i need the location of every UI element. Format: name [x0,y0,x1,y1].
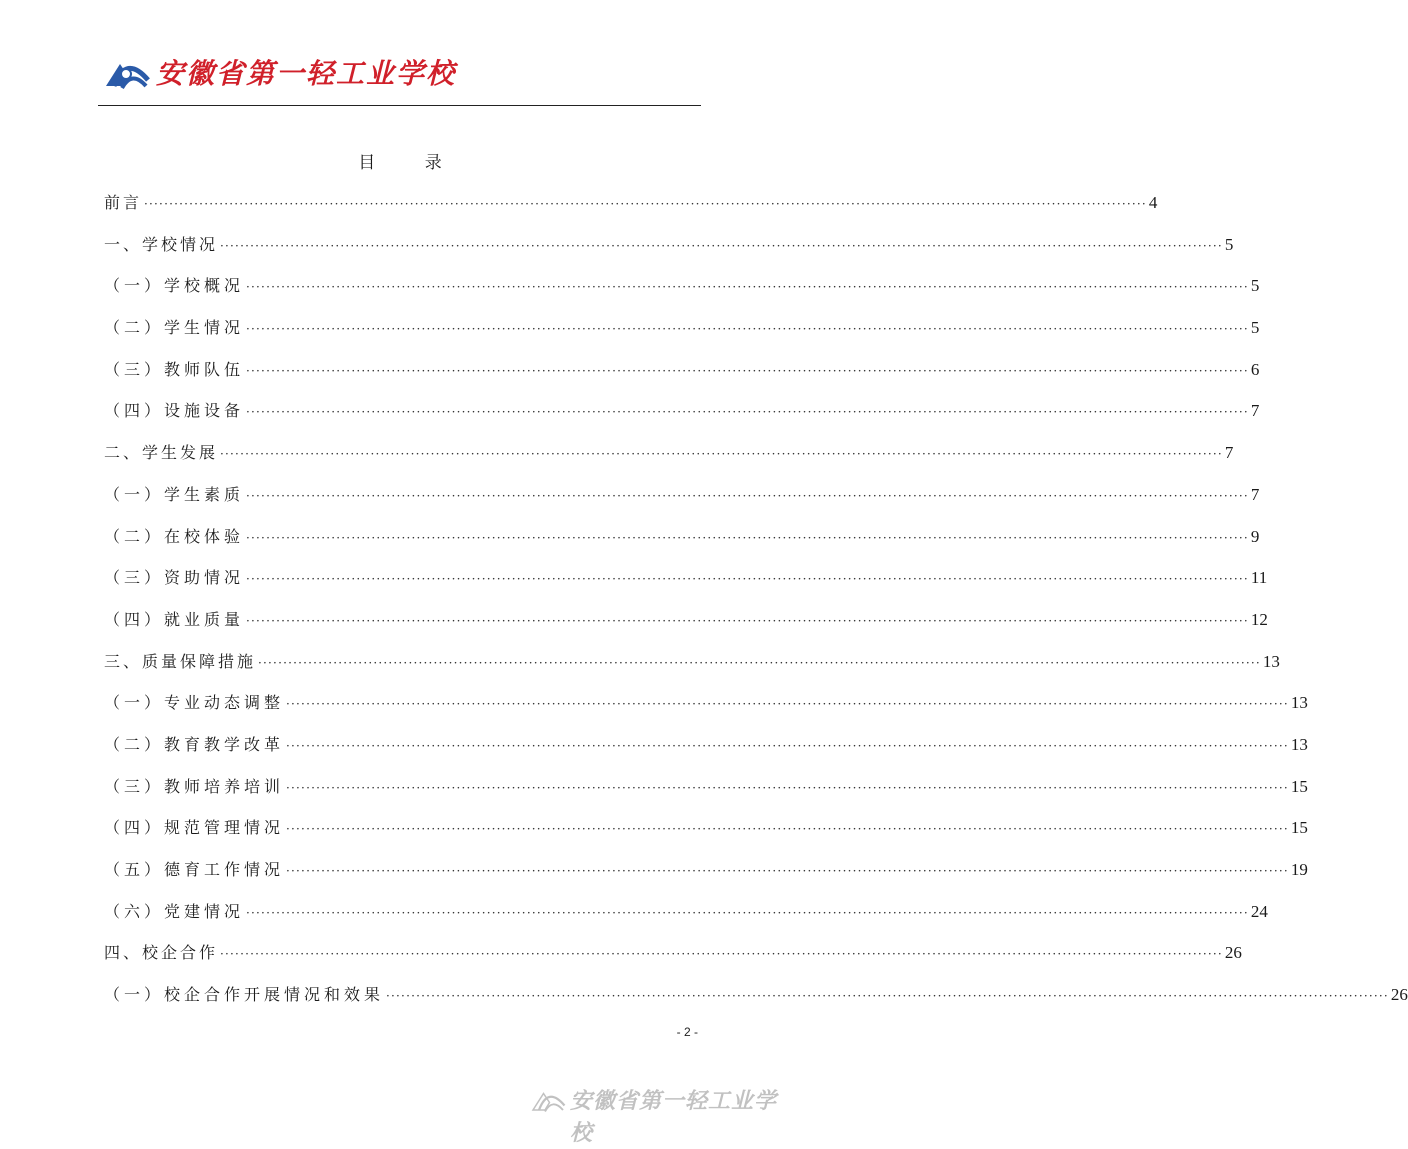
toc-entry-label: （五）德育工作情况 [104,860,285,879]
toc-entry[interactable] [104,849,1308,891]
watermark-logo-icon [530,1087,566,1115]
toc-entry[interactable] [104,432,1234,474]
toc-entry-page: 26 [1224,943,1242,963]
toc-entry[interactable] [104,557,1268,599]
toc-entry[interactable] [104,516,1260,558]
toc-entry-label: （一）学生素质 [104,484,245,504]
toc-entry[interactable] [104,641,1280,683]
toc-dot-leader: ········································································································································································································ [246,405,1249,420]
toc-entry[interactable] [104,182,1158,224]
toc-entry-label: （一）专业动态调整 [104,693,285,713]
toc-entry[interactable] [104,891,1268,933]
toc-dot-leader: ········································································································································································································ [286,738,1289,753]
toc-entry-label: （六）党建情况 [104,901,245,921]
toc-entry[interactable] [104,474,1260,516]
toc-entry-page: 15 [1290,776,1308,796]
toc-entry-label: 前言 [104,193,143,212]
toc-entry-page: 7 [1250,484,1260,504]
toc-entry-label: （一）校企合作开展情况和效果 [104,985,385,1005]
toc-dot-leader: ········································································································································································································ [220,947,1223,962]
toc-entry-label: （二）在校体验 [104,526,245,546]
toc-entry-page: 5 [1250,276,1260,296]
toc-dot-leader: ········································································································································································································ [220,238,1223,253]
header-divider [98,105,701,106]
toc-entry-page: 24 [1250,901,1268,921]
toc-entry-page: 5 [1250,318,1260,338]
toc-dot-leader: ········································································································································································································ [246,530,1249,545]
page-number: - 2 - [676,1025,698,1039]
toc-entry-page: 13 [1262,651,1280,671]
toc-entry-label: 三、质量保障措施 [104,651,257,671]
toc-dot-leader: ········································································································································································································ [246,572,1249,587]
toc-entry-label: （二）学生情况 [104,318,245,338]
toc-entry-page: 11 [1250,568,1268,588]
toc-entry-label: （三）资助情况 [104,568,245,588]
toc-dot-leader: ········································································································································································································ [246,613,1249,628]
toc-entry-page: 6 [1250,359,1260,379]
watermark-text: 安徽省第一轻工业学校 [570,1088,778,1146]
toc-dot-leader: ········································································································································································································ [286,697,1289,712]
toc-dot-leader: ········································································································································································································ [246,488,1249,503]
toc-entry-page: 7 [1250,401,1260,421]
toc-entry[interactable] [104,682,1308,724]
toc-entry-label: （三）教师队伍 [104,359,245,379]
toc-entry[interactable] [104,932,1242,974]
toc-entry[interactable] [104,724,1308,766]
toc-entry-label: （三）教师培养培训 [104,776,285,796]
toc-entry[interactable] [104,807,1308,849]
toc-dot-leader: ········································································································································································································ [144,197,1147,211]
toc-dot-leader: ········································································································································································································ [246,905,1249,920]
toc-entry[interactable] [104,766,1308,808]
toc-entry[interactable] [104,224,1234,266]
school-logo-icon [102,56,150,92]
toc-entry-label: 一、学校情况 [104,234,219,254]
toc-entry[interactable] [104,599,1268,641]
toc-entry-label: （一）学校概况 [104,276,245,296]
toc-entry-label: （二）教育教学改革 [104,734,285,754]
toc-entry-page: 19 [1290,860,1308,879]
toc-entry[interactable] [104,265,1260,307]
toc-dot-leader: ········································································································································································································ [246,322,1249,337]
toc-entry-page: 9 [1250,526,1260,546]
toc-entry[interactable] [104,349,1260,391]
toc-dot-leader: ········································································································································································································ [220,447,1223,462]
toc-entry-page: 4 [1148,193,1158,212]
toc-dot-leader: ········································································································································································································ [386,989,1389,1004]
toc-dot-leader: ········································································································································································································ [258,655,1261,670]
toc-dot-leader: ········································································································································································································ [286,822,1289,837]
toc-entry-page: 7 [1224,443,1234,463]
toc-entry[interactable] [104,307,1260,349]
page-header [98,50,701,108]
toc-entry-label: 二、学生发展 [104,443,219,463]
toc-entry-page: 15 [1290,818,1308,838]
toc-entry-label: （四）设施设备 [104,401,245,421]
footer-watermark [530,1085,780,1146]
school-name: 安徽省第一轻工业学校 [156,57,457,90]
toc-entry-page: 26 [1390,985,1408,1005]
toc-entry[interactable] [104,390,1260,432]
toc-title: 目 录 [358,153,464,173]
toc-entry-page: 13 [1290,734,1308,754]
toc-entry-page: 5 [1224,234,1234,254]
toc-entry-page: 13 [1290,693,1308,713]
toc-entry[interactable] [104,974,1408,1016]
toc-entry-page: 12 [1250,609,1268,629]
table-of-contents [104,182,1408,1016]
toc-dot-leader: ········································································································································································································ [286,864,1289,878]
toc-entry-label: 四、校企合作 [104,943,219,963]
toc-entry-label: （四）就业质量 [104,609,245,629]
toc-dot-leader: ········································································································································································································ [246,363,1249,378]
toc-dot-leader: ········································································································································································································ [246,280,1249,295]
toc-dot-leader: ········································································································································································································ [286,780,1289,795]
toc-entry-label: （四）规范管理情况 [104,818,285,838]
